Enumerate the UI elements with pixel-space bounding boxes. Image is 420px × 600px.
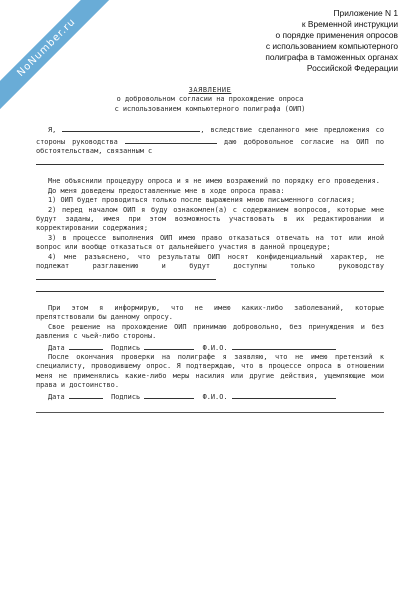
voluntary-paragraph: Свое решение на прохождение ОИП принимаю добровольно, без принуждения и без давления с чьей-либо стороны. <box>36 322 384 341</box>
fio-label: Ф.И.О. <box>202 343 228 352</box>
management-blank[interactable] <box>125 136 217 144</box>
consent-text: мне предложения со стороны руководства <box>36 126 384 146</box>
management-access-blank-2[interactable] <box>36 284 384 292</box>
appendix-line: Приложение N 1 <box>333 8 398 18</box>
date-label: Дата <box>48 392 65 401</box>
consent-text: добровольное согласие на ОИП по обстоятельствам, связанным с <box>36 137 384 156</box>
fio-blank-2[interactable] <box>232 391 336 399</box>
signature-blank[interactable] <box>144 342 194 350</box>
subtitle-line: о добровольном согласии на прохождение опроса <box>116 95 304 104</box>
consent-paragraph <box>36 124 384 156</box>
consent-text: Я, <box>48 126 57 135</box>
right-item: 3) в процессе выполнения ОИП имею право отказаться отвечать на тот или иной вопрос или вообще отказаться от дальнейшего участия в данной процедуре; <box>36 233 384 252</box>
right-item: 2) перед началом ОИП я буду ознакомлен(а) с содержанием вопросов, которые мне будут заданы, имея при этом возможность участвовать в их редактировании и корректировании содержания; <box>36 205 384 233</box>
signature-label: Подпись <box>111 343 141 352</box>
document-title: ЗАЯВЛЕНИЕ <box>188 86 232 94</box>
name-blank[interactable] <box>62 124 200 132</box>
signature-row <box>36 342 384 353</box>
rights-intro: До меня доведены предоставленные мне в ходе опроса права: <box>48 186 285 195</box>
right-item-text: 4) мне разъяснено, что результаты ОИП носят конфиденциальный характер, не подлежат разглашению и будут доступны только руководству <box>36 252 384 271</box>
statement-document <box>36 86 384 402</box>
consent-text: даю <box>224 137 237 146</box>
appendix-line: Российской Федерации <box>306 63 398 73</box>
fio-label: Ф.И.О. <box>202 392 228 401</box>
appendix-line: о порядке применения опросов <box>275 30 398 40</box>
consent-text: , вследствие сделанного <box>200 126 300 135</box>
watermark-ribbon: NoNumber.ru <box>0 0 114 115</box>
date-blank[interactable] <box>69 342 103 350</box>
procedure-paragraph: Мне объяснили процедуру опроса и я не имею возражений по порядку его проведения. <box>48 177 380 186</box>
appendix-line: полиграфа в таможенных органах <box>265 52 398 62</box>
right-item: 1) ОИП будет проводиться только после выражения мною письменного согласия; <box>48 196 355 205</box>
fio-blank[interactable] <box>232 342 336 350</box>
circumstances-blank[interactable] <box>36 157 384 165</box>
bottom-divider <box>36 412 384 413</box>
health-paragraph: При этом я информирую, что не имею каких-либо заболеваний, которые препятствовали бы данному опросу. <box>36 303 384 322</box>
appendix-line: с использованием компьютерного <box>265 41 398 51</box>
signature-label: Подпись <box>111 392 141 401</box>
subtitle-line: с использованием компьютерного полиграфа (ОИП) <box>114 104 306 113</box>
no-claims-paragraph: После окончания проверки на полиграфе я заявляю, что не имею претензий к специалисту, проводившему опрос. Я подтверждаю, что в процессе опроса в отношении меня не применялись какие-либо меры насилия или другие действия, ущемляющие мои права и достоинство. <box>36 352 384 390</box>
appendix-line: к Временной инструкции <box>301 19 398 29</box>
management-access-blank[interactable] <box>36 272 216 280</box>
signature-blank-2[interactable] <box>144 391 194 399</box>
date-label: Дата <box>48 343 65 352</box>
date-blank-2[interactable] <box>69 391 103 399</box>
appendix-header <box>218 8 398 74</box>
signature-row-2 <box>36 391 384 402</box>
document-subtitle <box>36 95 384 114</box>
right-item <box>36 253 384 283</box>
